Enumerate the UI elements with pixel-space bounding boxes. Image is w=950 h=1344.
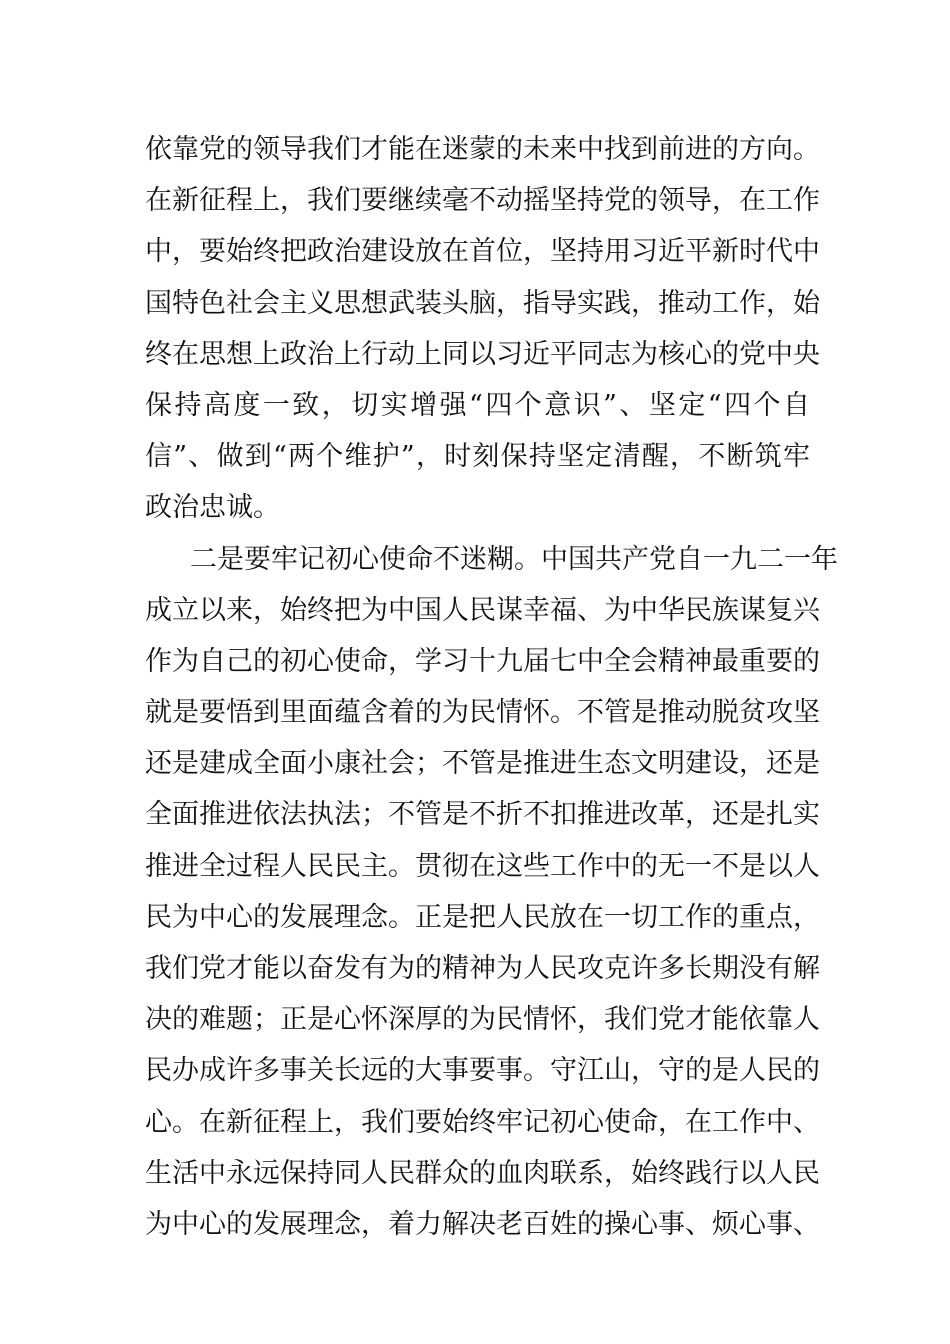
text-line: 决的难题；正是心怀深厚的为民情怀，我们党才能依靠人: [145, 1004, 820, 1036]
text-line: 依靠党的领导我们才能在迷蒙的未来中找到前进的方向。: [145, 134, 820, 165]
text-line: 心。在新征程上，我们要始终牢记初心使命，在工作中、: [145, 1106, 820, 1138]
text-line: 还是建成全面小康社会；不管是推进生态文明建设，还是: [145, 748, 820, 780]
paragraph-1: [145, 124, 820, 534]
text-line: 中，要始终把政治建设放在首位，坚持用习近平新时代中: [145, 236, 820, 268]
text-line: 生活中永远保持同人民群众的血肉联系，始终践行以人民: [145, 1157, 820, 1189]
text-line: 为中心的发展理念，着力解决老百姓的操心事、烦心事、: [145, 1208, 820, 1240]
text-line: 国特色社会主义思想武装头脑，指导实践，推动工作，始: [145, 287, 820, 319]
text-line: 信”、做到“两个维护”，时刻保持坚定清醒，不断筑牢: [145, 441, 810, 473]
text-line: 作为自己的初心使命，学习十九届七中全会精神最重要的: [145, 645, 820, 677]
text-line: 就是要悟到里面蕴含着的为民情怀。不管是推动脱贫攻坚: [145, 697, 820, 729]
text-line: 民为中心的发展理念。正是把人民放在一切工作的重点，: [145, 901, 820, 933]
text-line: 保持高度一致，切实增强“四个意识”、坚定“四个自: [145, 389, 810, 421]
text-line: 我们党才能以奋发有为的精神为人民攻克许多长期没有解: [145, 953, 820, 984]
text-line: 成立以来，始终把为中国人民谋幸福、为中华民族谋复兴: [145, 594, 820, 626]
text-line: 终在思想上政治上行动上同以习近平同志为核心的党中央: [145, 338, 820, 370]
text-line: 推进全过程人民民主。贯彻在这些工作中的无一不是以人: [145, 850, 820, 882]
document-body: [145, 124, 838, 1250]
paragraph-2: [145, 534, 838, 1251]
text-line: 在新征程上，我们要继续毫不动摇坚持党的领导，在工作: [145, 185, 820, 217]
text-line: 民办成许多事关长远的大事要事。守江山，守的是人民的: [145, 1055, 820, 1087]
text-line: 政治忠诚。: [145, 492, 280, 524]
text-line: 全面推进依法执法；不管是不折不扣推进改革，还是扎实: [145, 799, 820, 831]
text-line: 二是要牢记初心使命不迷糊。中国共产党自一九二一年: [190, 543, 838, 575]
